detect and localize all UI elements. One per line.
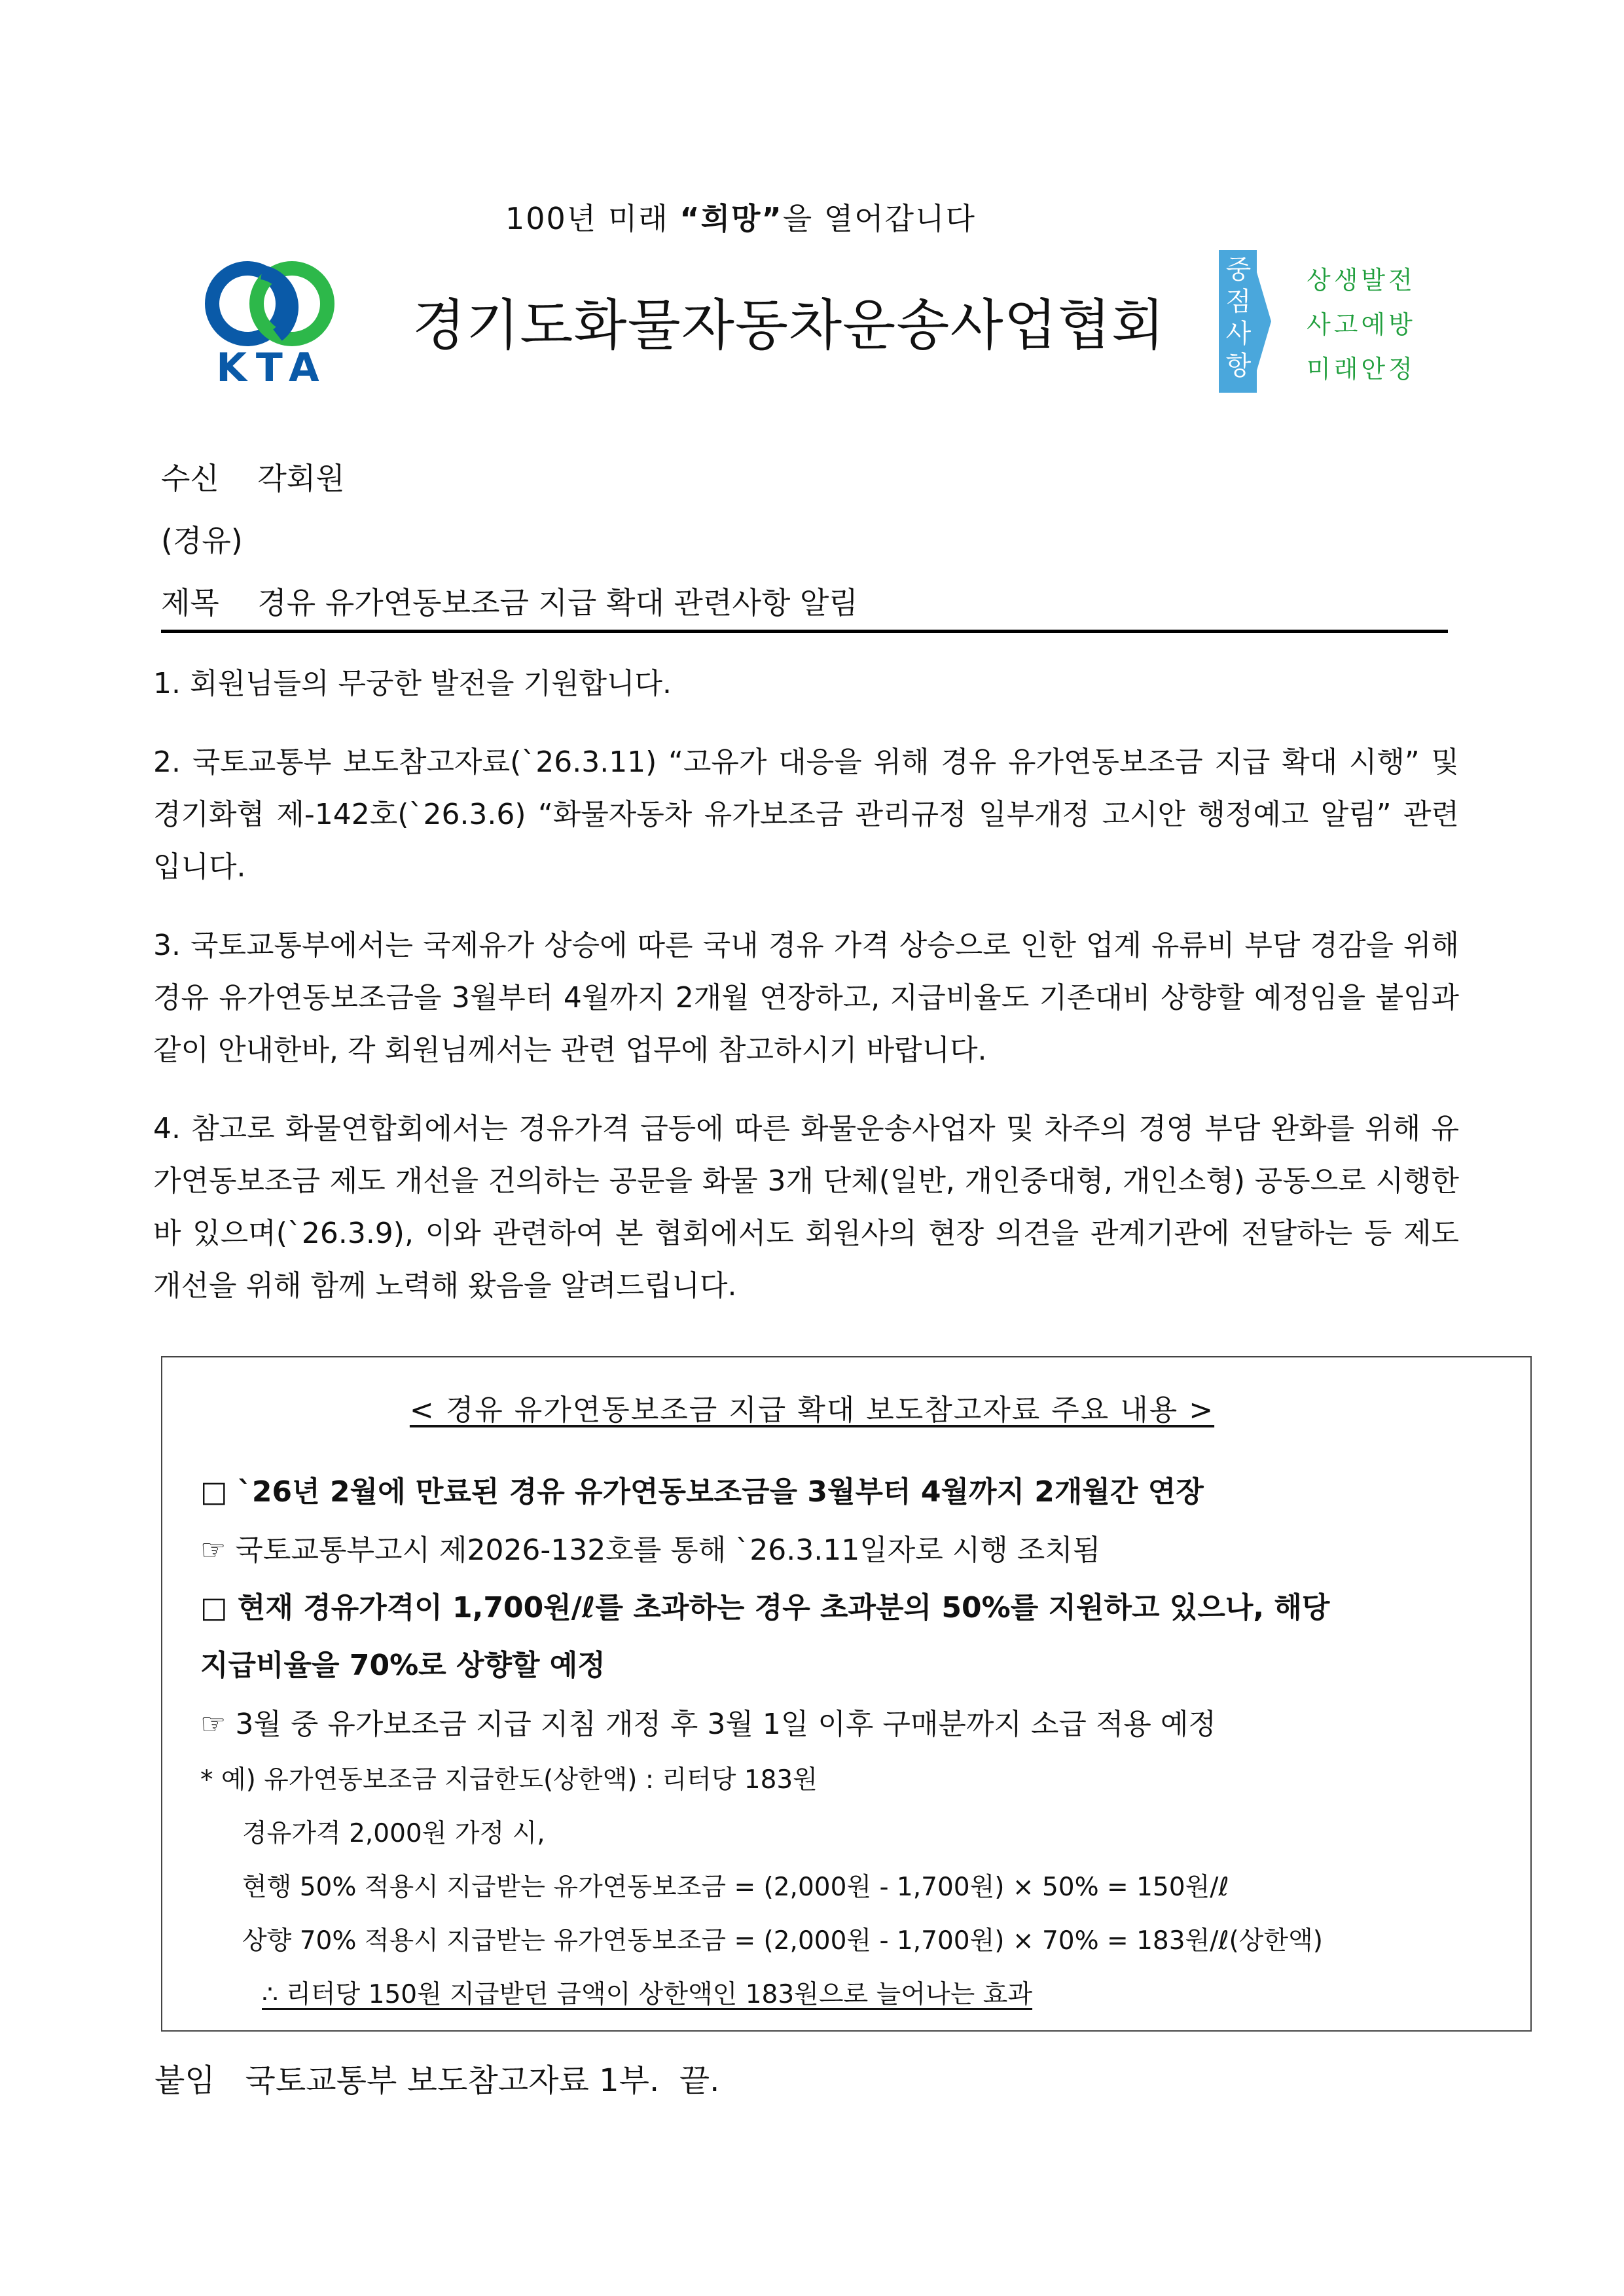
value-item: 미래안정 (1307, 355, 1416, 384)
summary-title (0, 1386, 1624, 1428)
example-assumption: 경유가격 2,000원 가정 시, (242, 1819, 545, 1848)
header-divider (161, 630, 1448, 633)
paragraph-1: 1. 회원님들의 무궁한 발전을 기원합니다. (153, 667, 672, 700)
slogan-prefix: 100년 미래 (505, 201, 680, 236)
paragraph-4: 4. 참고로 화물연합회에서는 경유가격 급등에 따른 화물운송사업자 및 차주의 경영 부담 완화를 위해 유가연동보조금 제도 개선을 건의하는 공문을 화물 3개 단체(일반, 개인중대형, 개인소형) 공동으로 시행한 바 있으며(`26.3.9), 이와 관련하여 본 협회에서도 회원사의 현장 의견을 관계기관에 전달하는 등 제도 개선을 위해 함께 노력해 왔음을 알려드립니다. (153, 1112, 1459, 1302)
summary-title-text: < 경유 유가연동보조금 지급 확대 보도참고자료 주요 내용 > (409, 1393, 1215, 1427)
slogan-emphasis: “희망” (679, 201, 783, 236)
example-conclusion: ∴ 리터당 150원 지급받던 금액이 상한액인 183원으로 늘어나는 효과 (262, 1980, 1033, 2009)
summary-item-1: □ `26년 2월에 만료된 경유 유가연동보조금을 3월부터 4월까지 2개월간 연장 (200, 1475, 1204, 1509)
recipient-line: 수신 각회원 (161, 461, 345, 496)
subject-line: 제목 경유 유가연동보조금 지급 확대 관련사항 알림 (161, 585, 858, 620)
badge-label (1219, 254, 1258, 382)
summary-item-2: □ 현재 경유가격이 1,700원/ℓ를 초과하는 경우 초과분의 50%를 지원하고 있으나, 해당 (200, 1591, 1330, 1624)
paragraph-3: 3. 국토교통부에서는 국제유가 상승에 따른 국내 경유 가격 상승으로 인한 업계 유류비 부담 경감을 위해 경유 유가연동보조금을 3월부터 4월까지 2개월 연장하고, 지급비율도 기존대비 상향할 예정임을 붙임과 같이 안내한바, 각 회원님께서는 관련 업무에 참고하시기 바랍니다. (153, 929, 1459, 1067)
attachment-line: 붙임 국토교통부 보도참고자료 1부. 끝. (154, 2062, 720, 2099)
summary-note-2: ☞ 3월 중 유가보조금 지급 지침 개정 후 3월 1일 이후 구매분까지 소급 적용 예정 (200, 1708, 1216, 1741)
value-item: 사고예방 (1307, 310, 1416, 339)
logo-text: KTA (216, 345, 329, 390)
summary-item-2-cont: 지급비율을 70%로 상향할 예정 (200, 1649, 605, 1682)
slogan-suffix: 을 열어갑니다 (782, 201, 976, 236)
badge-char: 사 (1225, 319, 1252, 349)
badge-char: 중 (1225, 255, 1252, 285)
summary-note-1: ☞ 국토교통부고시 제2026-132호를 통해 `26.3.11일자로 시행 조치됨 (200, 1534, 1101, 1567)
kta-logo-mark (194, 259, 351, 390)
example-current: 현행 50% 적용시 지급받는 유가연동보조금 = (2,000원 - 1,700원) × 50% = 150원/ℓ (242, 1873, 1229, 1902)
badge-char: 점 (1225, 287, 1252, 317)
paragraph-2: 2. 국토교통부 보도참고자료(`26.3.11) “고유가 대응을 위해 경유 유가연동보조금 지급 확대 시행” 및 경기화협 제-142호(`26.3.6) “화물자동차 유가보조금 관리규정 일부개정 고시안 행정예고 알림” 관련입니다. (153, 745, 1459, 884)
example-raised: 상향 70% 적용시 지급받는 유가연동보조금 = (2,000원 - 1,700원) × 70% = 183원/ℓ(상한액) (242, 1926, 1323, 1956)
kta-logo (194, 259, 351, 390)
example-heading: * 예) 유가연동보조금 지급한도(상한액) : 리터당 183원 (200, 1765, 818, 1795)
core-values (1307, 258, 1416, 391)
via-line: (경유) (161, 523, 243, 558)
value-item: 상생발전 (1307, 266, 1416, 295)
org-title: 경기도화물자동차운송사업협회 (412, 293, 1166, 357)
badge-char: 항 (1225, 351, 1252, 381)
